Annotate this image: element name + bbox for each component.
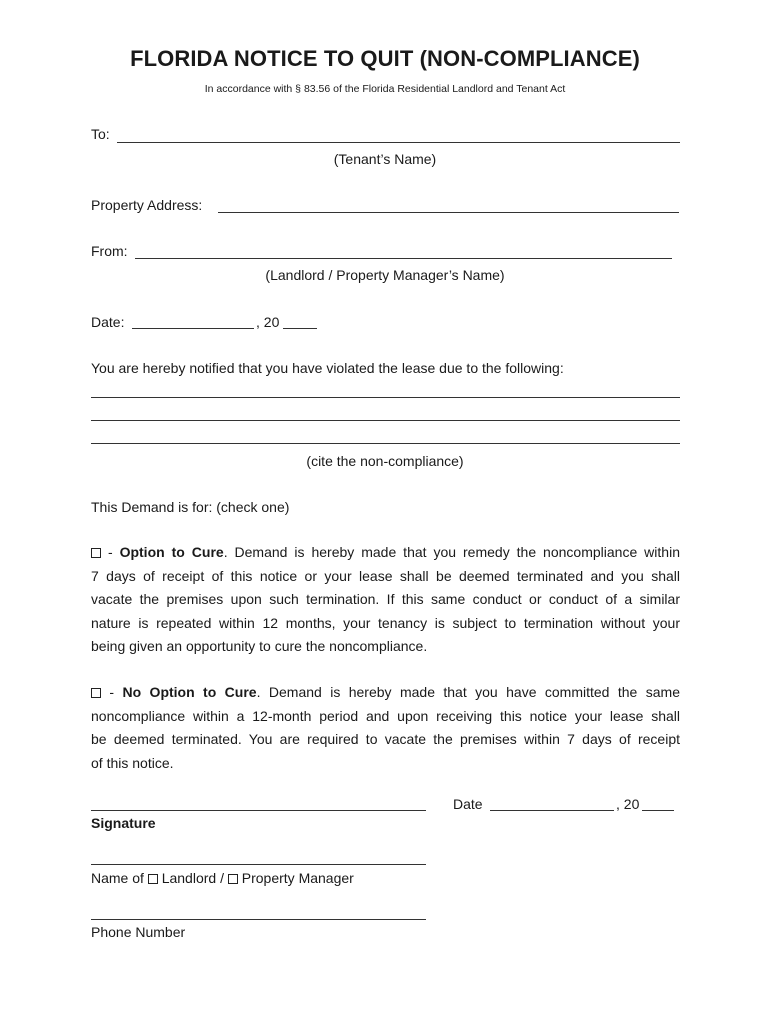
from-label: From: bbox=[91, 243, 128, 259]
date-line[interactable] bbox=[132, 328, 254, 329]
landlord-checkbox[interactable] bbox=[148, 874, 158, 884]
date-label: Date: bbox=[91, 314, 125, 330]
cite-caption: (cite the non-compliance) bbox=[306, 453, 464, 469]
option-to-cure-title: Option to Cure bbox=[119, 544, 224, 560]
property-manager-checkbox[interactable] bbox=[228, 874, 238, 884]
signature-date-year-prefix: , 20 bbox=[616, 796, 640, 812]
date-year-line[interactable] bbox=[283, 328, 317, 329]
signature-date-label: Date bbox=[453, 796, 483, 812]
document-subtitle: In accordance with § 83.56 of the Florida Residential Landlord and Tenant Act bbox=[204, 83, 566, 95]
option-to-cure-checkbox[interactable] bbox=[91, 548, 101, 558]
signature-date-line[interactable] bbox=[490, 810, 614, 811]
violation-line-2[interactable] bbox=[91, 420, 680, 421]
tenant-name-line[interactable] bbox=[117, 142, 680, 143]
phone-number-label: Phone Number bbox=[91, 924, 186, 940]
landlord-name-line[interactable] bbox=[135, 258, 672, 259]
date-year-prefix: , 20 bbox=[256, 314, 280, 330]
phone-line[interactable] bbox=[91, 919, 426, 920]
signature-label: Signature bbox=[91, 815, 156, 831]
demand-text: This Demand is for: (check one) bbox=[91, 499, 290, 515]
signature-date-year-line[interactable] bbox=[642, 810, 674, 811]
violation-line-3[interactable] bbox=[91, 443, 680, 444]
tenant-name-caption: (Tenant’s Name) bbox=[333, 151, 437, 167]
name-line[interactable] bbox=[91, 864, 426, 865]
name-of-row: Name of Landlord / Property Manager bbox=[91, 870, 354, 886]
notified-text: You are hereby notified that you have violated the lease due to the following: bbox=[91, 360, 564, 376]
property-address-line[interactable] bbox=[218, 212, 679, 213]
property-address-label: Property Address: bbox=[91, 197, 203, 213]
document-title: FLORIDA NOTICE TO QUIT (NON-COMPLIANCE) bbox=[130, 46, 640, 71]
violation-line-1[interactable] bbox=[91, 397, 680, 398]
no-option-to-cure-checkbox[interactable] bbox=[91, 688, 101, 698]
to-label: To: bbox=[91, 126, 110, 142]
no-option-to-cure-title: No Option to Cure bbox=[122, 684, 257, 700]
signature-line[interactable] bbox=[91, 810, 426, 811]
no-option-to-cure-paragraph: - No Option to Cure. Demand is hereby made that you have committed the same noncompliance within a 12-month period and upon receiving this notice your lease shall be deemed terminated. You are required to vacate the premises within 7 days of receipt of this notice. bbox=[91, 684, 680, 771]
option-to-cure-paragraph: - Option to Cure. Demand is hereby made that you remedy the noncompliance within 7 days of receipt of this notice or your lease shall be deemed terminated and you shall vacate the premises upon such termination. If this same conduct or conduct of a similar nature is repeated within 12 months, your tenancy is subject to termination without your being given an opportunity to cure the noncompliance. bbox=[91, 544, 680, 654]
landlord-name-caption: (Landlord / Property Manager’s Name) bbox=[265, 267, 505, 283]
